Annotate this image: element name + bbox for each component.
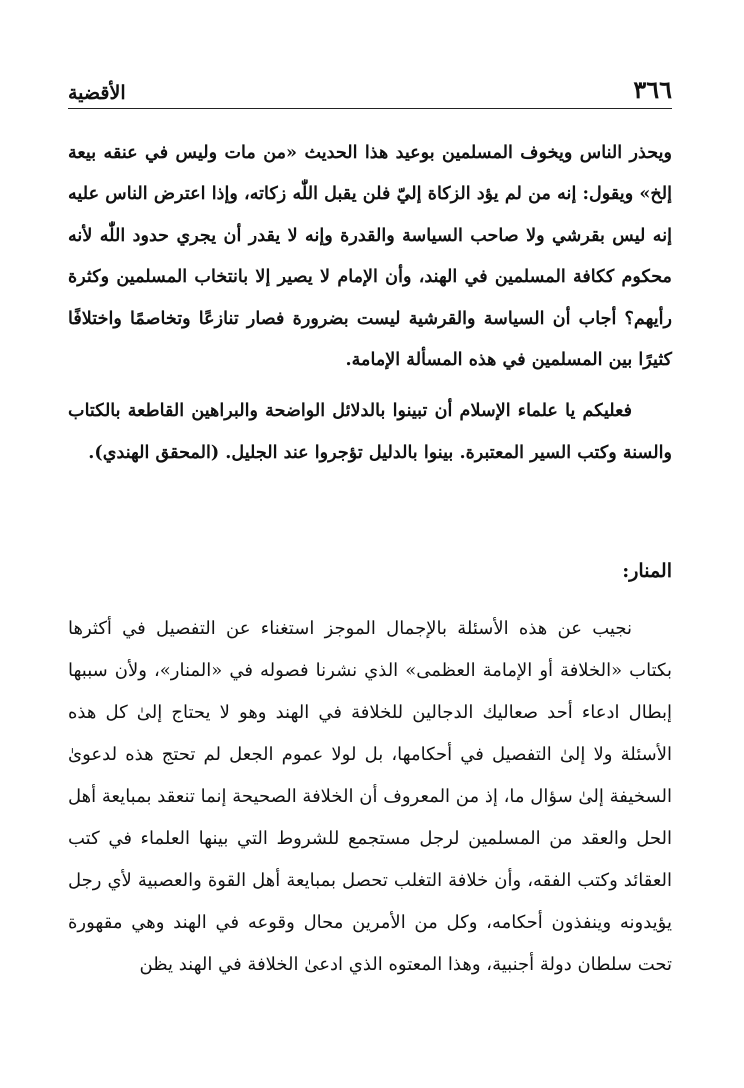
running-title: الأقضية xyxy=(68,82,126,104)
page-header xyxy=(68,70,672,109)
page-number: ٣٦٦ xyxy=(633,75,672,104)
question-paragraph-1: ويحذر الناس ويخوف المسلمين بوعيد هذا الحديث «من مات وليس في عنقه بيعة إلخ» ويقول: إنه من لم يؤد الزكاة إليّ فلن يقبل اللّٰه زكاته، وإذا اعترض الناس عليه إنه ليس بقرشي ولا صاحب السياسة والقدرة وإنه لا يقدر أن يجري حدود اللّٰه لأنه محكوم ككافة المسلمين في الهند، وأن الإمام لا يصير إلا بانتخاب المسلمين وكثرة رأيهم؟ أجاب أن السياسة والقرشية ليست بضرورة فصار تنازعًا وتخاصمًا واختلافًا كثيرًا بين المسلمين في هذه المسألة الإمامة. xyxy=(68,142,672,371)
question-text xyxy=(68,132,672,473)
answer-paragraph: نجيب عن هذه الأسئلة بالإجمال الموجز استغناء عن التفصيل في أكثرها بكتاب «الخلافة أو الإمامة العظمى» الذي نشرنا فصوله في «المنار»، ولأن سببها إبطال ادعاء أحد صعاليك الدجالين للخلافة في الهند وهو لا يحتاج إلىٰ كل هذه الأسئلة ولا إلىٰ التفصيل في أحكامها، بل لولا عموم الجعل لم تحتج هذه لدعوىٰ السخيفة إلىٰ سؤال ما، إذ من المعروف أن الخلافة الصحيحة إنما تنعقد بمبايعة أهل الحل والعقد من المسلمين لرجل مستجمع للشروط التي بينها العلماء في كتب العقائد وكتب الفقه، وأن خلافة التغلب تحصل بمبايعة أهل القوة والعصبية لأي رجل يؤيدونه وينفذون أحكامه، وكل من الأمرين محال وقوعه في الهند وهي مقهورة تحت سلطان دولة أجنبية، وهذا المعتوه الذي ادعىٰ الخلافة في الهند يظن xyxy=(68,618,672,975)
answer-text xyxy=(68,608,672,986)
question-paragraph-2: فعليكم يا علماء الإسلام أن تبينوا بالدلائل الواضحة والبراهين القاطعة بالكتاب والسنة وكتب السير المعتبرة. بينوا بالدليل تؤجروا عند الجليل. (المحقق الهندي). xyxy=(68,400,672,463)
reply-label: المنار: xyxy=(622,560,672,582)
